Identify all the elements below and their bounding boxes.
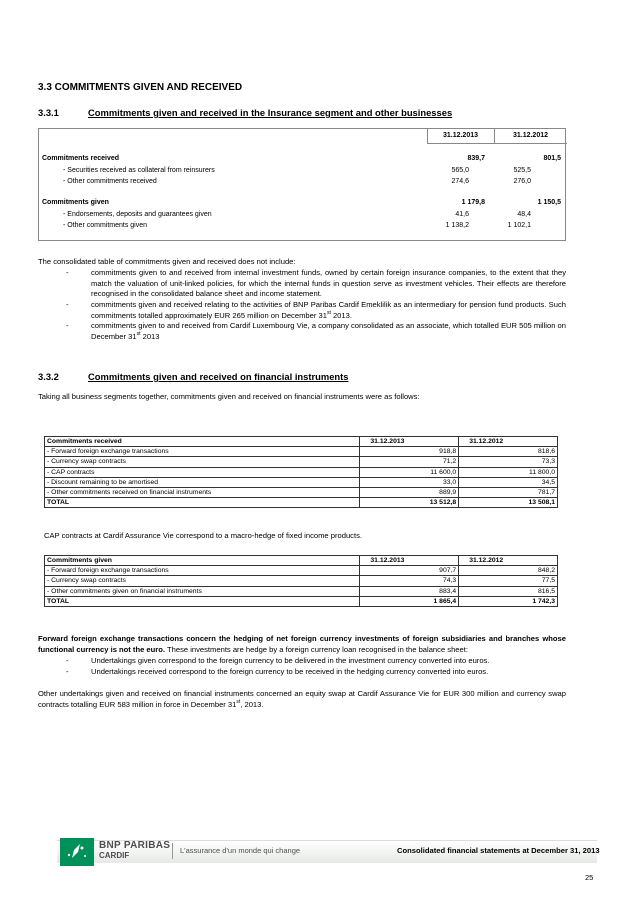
- bullet-dash: -: [66, 667, 69, 676]
- table-row: [45, 447, 558, 457]
- bullet-dash: -: [66, 268, 69, 277]
- table-cell: 1 865,4: [360, 596, 459, 606]
- col-2013-header: 31.12.2013: [360, 437, 459, 447]
- col-2013-header: 31.12.2013: [360, 556, 459, 566]
- text-span: st: [326, 309, 331, 316]
- total-row: [45, 498, 558, 508]
- undertaking-item: Undertakings given correspond to the foreign currency to be delivered in the investment currency converted into euros.: [91, 656, 490, 665]
- table-row: [45, 467, 558, 477]
- table-cell: 34,5: [459, 477, 558, 487]
- value-2012: 1 150,5: [537, 199, 561, 206]
- text-span: st: [236, 698, 241, 705]
- text-span: commitments given to and received from Cardif Luxembourg Vie, a company consolidated as an associate, which totalled EUR 505 million on December 31: [91, 321, 566, 341]
- text-span: , 2013.: [240, 699, 264, 709]
- table-row: [39, 199, 565, 210]
- text-span: 2013.: [330, 310, 352, 320]
- value-2012: 276,0: [513, 178, 531, 185]
- exclusion-item: [91, 300, 566, 321]
- section-title: 3.3 COMMITMENTS GIVEN AND RECEIVED: [38, 82, 243, 93]
- table-header-row: [45, 556, 558, 566]
- col-2012-header: 31.12.2012: [512, 132, 549, 139]
- text-span: st: [136, 330, 141, 337]
- footer-title: Consolidated financial statements at December 31, 2013: [397, 846, 600, 855]
- table-row: [45, 457, 558, 467]
- table-cell: - Forward foreign exchange transactions: [45, 447, 360, 457]
- subsection-title: Commitments given and received in the Insurance segment and other businesses: [88, 107, 453, 118]
- value-2012: 1 102,1: [507, 222, 531, 229]
- table-cell: 918,8: [360, 447, 459, 457]
- brand-name: BNP PARIBAS: [99, 840, 171, 851]
- other-undertakings-paragraph: [38, 689, 566, 710]
- text-span: These investments are hedge by a foreign currency loan recognised in the balance sheet:: [165, 644, 468, 654]
- value-2013: 1 138,2: [445, 222, 469, 229]
- value-2013: 839,7: [467, 155, 485, 162]
- bullet-dash: -: [66, 321, 69, 330]
- text-span: 2013: [140, 331, 160, 341]
- table-row: [39, 178, 565, 189]
- row-label: - Securities received as collateral from reinsurers: [63, 167, 215, 174]
- page-number: 25: [585, 873, 594, 882]
- table-cell: - Currency swap contracts: [45, 576, 360, 586]
- table-cell: 77,5: [459, 576, 558, 586]
- table-row: [45, 586, 558, 596]
- exclusion-item: [91, 321, 566, 342]
- table-cell: 848,2: [459, 566, 558, 576]
- bullet-dash: -: [66, 300, 69, 309]
- text-span: Forward foreign exchange transactions concern the hedging of net foreign currency investments of foreign subsidiaries and branches whose functional currency is not the euro.: [38, 634, 566, 654]
- value-2012: 525,5: [513, 167, 531, 174]
- exclusion-item: commitments given to and received from internal investment funds, owned by certain foreign insurance companies, to the extent that they match the valuation of unit-linked policies, for which the internal funds in question serve as investment vehicles. Their effects are therefore recognised in the consolidated balance sheet and income statement.: [91, 268, 566, 299]
- col-2012-header: 31.12.2012: [459, 437, 558, 447]
- table-cell: - Discount remaining to be amortised: [45, 477, 360, 487]
- value-2012: 801,5: [543, 155, 561, 162]
- footer-divider: [172, 843, 173, 859]
- table-row: [45, 487, 558, 497]
- cap-note: CAP contracts at Cardif Assurance Vie correspond to a macro-hedge of fixed income products.: [44, 531, 362, 540]
- table-cell: 781,7: [459, 487, 558, 497]
- table-cell: 74,3: [360, 576, 459, 586]
- table-cell: 11 600,0: [360, 467, 459, 477]
- table-cell: TOTAL: [45, 498, 360, 508]
- table-cell: TOTAL: [45, 596, 360, 606]
- table-cell: - Other commitments given on financial instruments: [45, 586, 360, 596]
- table-cell: - Currency swap contracts: [45, 457, 360, 467]
- value-2012: 48,4: [517, 211, 531, 218]
- header-label: Commitments received: [45, 437, 360, 447]
- table-row: [39, 211, 565, 222]
- value-2013: 41,6: [455, 211, 469, 218]
- forward-fx-paragraph: [38, 634, 566, 655]
- total-row: [45, 596, 558, 606]
- header-label: Commitments given: [45, 556, 360, 566]
- table-row: [39, 155, 565, 166]
- table-cell: 816,5: [459, 586, 558, 596]
- value-2013: 565,0: [451, 167, 469, 174]
- table-cell: 13 512,8: [360, 498, 459, 508]
- row-label: Commitments given: [42, 199, 109, 206]
- table-row: [39, 167, 565, 178]
- table-cell: 71,2: [360, 457, 459, 467]
- row-label: Commitments received: [42, 155, 120, 162]
- bnp-logo-icon: [60, 838, 94, 866]
- subsection-title: Commitments given and received on financial instruments: [88, 371, 349, 382]
- exclusions-intro: The consolidated table of commitments given and received does not include:: [38, 257, 296, 266]
- financial-instruments-intro: Taking all business segments together, commitments given and received on financial instruments were as follows:: [38, 392, 420, 401]
- commitments-received-table: [44, 436, 558, 508]
- text-span: commitments given and received relating to the activities of BNP Paribas Cardif Emeklilik as an intermediary for pension fund products. Such commitments totalled approximately EUR 265 million on December 31: [91, 300, 566, 320]
- table-row: [45, 477, 558, 487]
- row-label: - Endorsements, deposits and guarantees given: [63, 211, 212, 218]
- table-cell: 33,0: [360, 477, 459, 487]
- col-2012-header: 31.12.2012: [459, 556, 558, 566]
- table-row: [45, 566, 558, 576]
- row-label: - Other commitments given: [63, 222, 148, 229]
- table-cell: - Other commitments received on financial instruments: [45, 487, 360, 497]
- table-cell: 883,4: [360, 586, 459, 596]
- commitments-given-table: [44, 555, 558, 607]
- col-2013-header: 31.12.2013: [442, 132, 479, 139]
- table-cell: 11 800,0: [459, 467, 558, 477]
- table-cell: 13 508,1: [459, 498, 558, 508]
- table-cell: 889,9: [360, 487, 459, 497]
- table-cell: - Forward foreign exchange transactions: [45, 566, 360, 576]
- subsection-number: 3.3.1: [38, 107, 59, 118]
- row-label: - Other commitments received: [63, 178, 157, 185]
- table-cell: 1 742,3: [459, 596, 558, 606]
- table-cell: 907,7: [360, 566, 459, 576]
- table-header-row: [45, 437, 558, 447]
- slogan: L'assurance d'un monde qui change: [180, 846, 301, 855]
- subsection-number: 3.3.2: [38, 371, 59, 382]
- table-row: [39, 222, 565, 233]
- value-2013: 274,6: [451, 178, 469, 185]
- table-row: [45, 576, 558, 586]
- insurance-commitments-table: [38, 128, 566, 241]
- table-cell: - CAP contracts: [45, 467, 360, 477]
- undertaking-item: Undertakings received correspond to the foreign currency to be received in the hedging currency converted into euros.: [91, 667, 489, 676]
- value-2013: 1 179,8: [461, 199, 485, 206]
- table-cell: 818,6: [459, 447, 558, 457]
- text-span: Other undertakings given and received on financial instruments concerned an equity swap at Cardif Assurance Vie for EUR 300 million and currency swap contracts totalling EUR 583 million in force in December 31: [38, 689, 566, 709]
- table-cell: 73,3: [459, 457, 558, 467]
- bullet-dash: -: [66, 656, 69, 665]
- brand-sub: CARDIF: [99, 851, 130, 860]
